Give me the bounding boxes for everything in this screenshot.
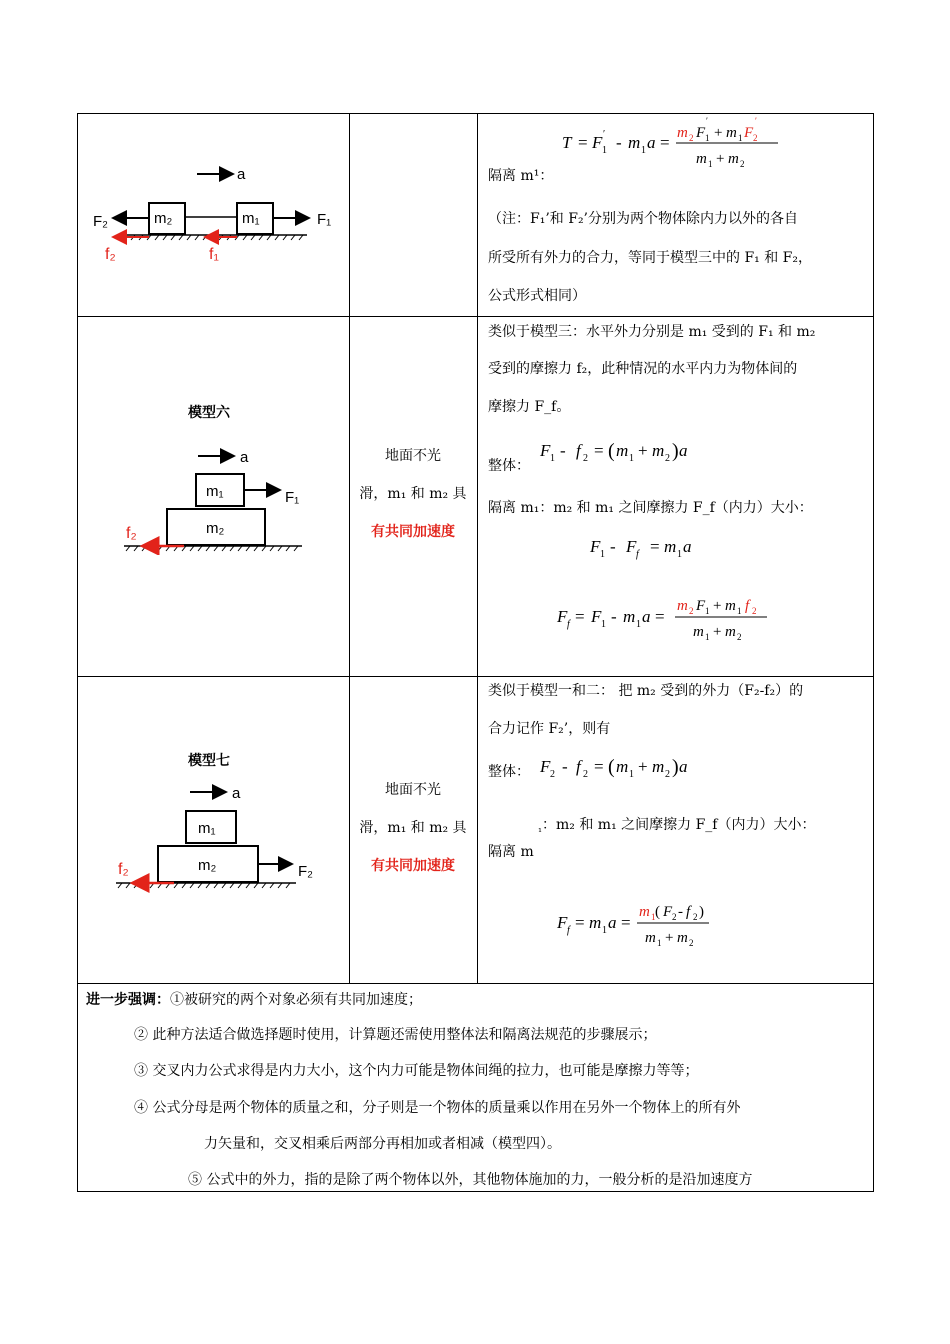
row1-note-line2: 所受所有外力的合力，等同于模型三中的 F₁ 和 F₂， — [488, 250, 813, 266]
model5-diagram — [87, 160, 347, 270]
rule-bottom — [77, 1191, 874, 1192]
svg-text:m: m — [645, 930, 656, 946]
svg-text:f: f — [686, 904, 691, 920]
svg-text:T: T — [562, 133, 572, 152]
svg-text:a: a — [679, 757, 688, 776]
svg-text:f: f — [576, 441, 581, 460]
accel-label: a — [240, 449, 249, 466]
svg-text:m: m — [616, 441, 629, 460]
model7-cond-line1: 地面不光 — [385, 782, 441, 798]
svg-text:F: F — [557, 607, 568, 626]
svg-text:-: - — [610, 537, 616, 556]
rule-left — [77, 113, 78, 1192]
rule-top — [77, 113, 874, 114]
svg-text:2: 2 — [737, 632, 742, 642]
svg-text:-: - — [616, 133, 622, 152]
svg-text:2: 2 — [583, 453, 588, 464]
svg-text:=: = — [575, 607, 585, 626]
svg-text:F: F — [590, 537, 601, 556]
model7-title: 模型七 — [188, 753, 230, 769]
friction-f2-label: f₂ — [126, 525, 137, 542]
model7-isolate-label: 隔离 m — [488, 844, 534, 860]
svg-text:1: 1 — [708, 159, 713, 169]
svg-text:+: + — [638, 441, 648, 460]
svg-text:m: m — [696, 151, 707, 167]
row1-note-line3: 公式形式相同） — [488, 288, 586, 304]
svg-text:m: m — [616, 757, 629, 776]
svg-text:2: 2 — [665, 769, 670, 780]
svg-text:=: = — [594, 441, 604, 460]
model6-text-line3: 摩擦力 F_f。 — [488, 399, 571, 415]
svg-text:): ) — [699, 904, 704, 920]
svg-text:m: m — [725, 624, 736, 640]
model6-whole-eq — [536, 434, 716, 468]
svg-text:m: m — [623, 607, 636, 626]
emphasis-point4b: 力矢量和，交叉相乘后两部分再相加或者相减（模型四）。 — [204, 1136, 561, 1152]
svg-text:2: 2 — [550, 769, 555, 780]
svg-text:2: 2 — [689, 133, 694, 143]
svg-text:2: 2 — [672, 912, 677, 922]
svg-text:(: ( — [655, 904, 660, 920]
svg-text:m: m — [652, 441, 665, 460]
model7-isolate-sub: ₁ — [538, 824, 543, 835]
emphasis-lead: 进一步强调： — [86, 992, 170, 1008]
svg-text:=: = — [621, 913, 631, 932]
model7-isolate-line — [538, 815, 816, 840]
accel-label: a — [237, 166, 246, 183]
svg-text:+: + — [665, 930, 674, 946]
force-F2-label: F₂ — [93, 213, 108, 230]
emphasis-point4a: ④ 公式分母是两个物体的质量之和，分子则是一个物体的质量乘以作用在另外一个物体上的所有外 — [134, 1100, 741, 1116]
svg-text:a: a — [647, 133, 656, 152]
model7-text-line2: 合力记作 F₂’，则有 — [488, 721, 611, 737]
rule-col1 — [349, 113, 350, 984]
svg-text:2: 2 — [689, 938, 694, 948]
rule-col2 — [477, 113, 478, 984]
emphasis-line1 — [86, 990, 422, 1010]
svg-text:1: 1 — [636, 619, 641, 630]
block-m2-label: m₂ — [206, 520, 225, 537]
model6-cond-line2: 滑，m₁ 和 m₂ 具 — [359, 486, 467, 502]
svg-text:f: f — [567, 925, 570, 936]
svg-text:2: 2 — [753, 133, 758, 143]
svg-text:1: 1 — [705, 632, 710, 642]
svg-text:m: m — [677, 598, 688, 614]
model7-whole-label: 整体： — [488, 764, 530, 780]
row1-note-line1 — [488, 209, 798, 229]
svg-text:f: f — [745, 598, 750, 614]
svg-text:+: + — [714, 125, 723, 141]
model6-text-line2: 受到的摩擦力 f₂，此种情况的水平内力为物体间的 — [488, 361, 798, 377]
svg-text:F: F — [592, 133, 603, 152]
svg-text:F: F — [557, 913, 568, 932]
svg-text:m: m — [726, 125, 737, 141]
svg-text:2: 2 — [752, 606, 757, 616]
svg-text:-: - — [560, 441, 566, 460]
svg-text:1: 1 — [705, 606, 710, 616]
svg-text:F: F — [696, 598, 706, 614]
model7-text-line1: 类似于模型一和二： 把 m₂ 受到的外力（F₂-f₂）的 — [488, 683, 804, 699]
model6-eq1 — [586, 530, 726, 562]
svg-text:): ) — [672, 440, 679, 462]
svg-text:2: 2 — [583, 769, 588, 780]
rule-row3 — [77, 983, 874, 984]
svg-text:=: = — [575, 913, 585, 932]
svg-text:F: F — [744, 125, 754, 141]
model7-cond-line2: 滑，m₁ 和 m₂ 具 — [359, 820, 467, 836]
svg-text:m: m — [728, 151, 739, 167]
svg-text:-: - — [562, 757, 568, 776]
svg-text:2: 2 — [740, 159, 745, 169]
block-m1-label: m₁ — [198, 820, 216, 837]
model6-cond-line1: 地面不光 — [385, 448, 441, 464]
svg-text:=: = — [660, 133, 670, 152]
force-F2-label: F₂ — [298, 863, 313, 880]
svg-text:m: m — [693, 624, 704, 640]
svg-text:m: m — [677, 125, 688, 141]
svg-text:m: m — [664, 537, 677, 556]
block-m1-label: m₁ — [206, 483, 224, 500]
svg-text:m: m — [725, 598, 736, 614]
svg-text:a: a — [642, 607, 651, 626]
formula-T — [556, 115, 816, 171]
svg-text:f: f — [567, 619, 570, 630]
svg-text:+: + — [713, 624, 722, 640]
model6-cond-line3: 有共同加速度 — [371, 524, 455, 540]
block-m1-label: m₁ — [242, 210, 260, 227]
svg-text:f: f — [576, 757, 581, 776]
rule-row1 — [77, 316, 874, 317]
svg-text:+: + — [716, 151, 725, 167]
svg-text:1: 1 — [677, 549, 682, 560]
svg-text:m: m — [652, 757, 665, 776]
svg-text:F: F — [696, 125, 706, 141]
svg-text:F: F — [540, 757, 551, 776]
force-F1-label: F₁ — [285, 489, 300, 506]
model7-diagram — [112, 778, 342, 893]
svg-text:F: F — [663, 904, 673, 920]
svg-text:=: = — [578, 133, 588, 152]
rule-right — [873, 113, 874, 1192]
svg-text:+: + — [713, 598, 722, 614]
svg-text:1: 1 — [601, 619, 606, 630]
svg-text:a: a — [679, 441, 688, 460]
svg-text:+: + — [638, 757, 648, 776]
accel-label: a — [232, 785, 241, 802]
model7-whole-eq — [536, 750, 716, 784]
svg-text:2: 2 — [689, 606, 694, 616]
svg-text:2: 2 — [665, 453, 670, 464]
svg-text:1: 1 — [602, 925, 607, 936]
model7-eq — [553, 896, 753, 952]
friction-f1-label: f₁ — [209, 246, 219, 263]
friction-f2-label: f₂ — [118, 861, 129, 878]
model6-isolate-line: 隔离 m₁：m₂ 和 m₁ 之间摩擦力 F_f（内力）大小： — [488, 500, 813, 516]
emphasis-point3: ③ 交叉内力公式求得是内力大小，这个内力可能是物体间绳的拉力，也可能是摩擦力等等； — [134, 1063, 699, 1079]
svg-text:a: a — [683, 537, 692, 556]
svg-text:′: ′ — [603, 129, 606, 140]
svg-text:-: - — [611, 607, 617, 626]
svg-text:m: m — [589, 913, 602, 932]
model6-whole-label: 整体： — [488, 458, 530, 474]
svg-text:=: = — [594, 757, 604, 776]
row1-note-line1-text: （注：F₁’和 F₂’分别为两个物体除内力以外的各自 — [488, 211, 799, 227]
svg-text:1: 1 — [602, 145, 607, 156]
svg-text:1: 1 — [629, 769, 634, 780]
svg-text:a: a — [608, 913, 617, 932]
svg-text:F: F — [540, 441, 551, 460]
svg-text:1: 1 — [641, 145, 646, 156]
model6-text-line1: 类似于模型三：水平外力分别是 m₁ 受到的 F₁ 和 m₂ — [488, 324, 816, 340]
svg-text:2: 2 — [693, 912, 698, 922]
emphasis-point1: ①被研究的两个对象必须有共同加速度； — [170, 992, 422, 1008]
svg-text:F: F — [591, 607, 602, 626]
svg-text:1: 1 — [600, 549, 605, 560]
svg-text:=: = — [650, 537, 660, 556]
svg-text:1: 1 — [738, 133, 743, 143]
block-m2-label: m₂ — [154, 210, 173, 227]
model6-diagram — [112, 440, 342, 555]
model6-eq2 — [553, 590, 793, 646]
svg-text:m: m — [677, 930, 688, 946]
block-m2-label: m₂ — [198, 857, 217, 874]
svg-text:1: 1 — [737, 606, 742, 616]
friction-f2-label: f₂ — [105, 246, 116, 263]
emphasis-point2: ② 此种方法适合做选择题时使用，计算题还需使用整体法和隔离法规范的步骤展示； — [134, 1027, 657, 1043]
force-F1-label: F₁ — [317, 211, 332, 228]
svg-text:F: F — [626, 537, 637, 556]
rule-row2 — [77, 676, 874, 677]
svg-text:1: 1 — [550, 453, 555, 464]
svg-text:-: - — [678, 904, 683, 920]
svg-text:(: ( — [608, 440, 615, 462]
svg-text:1: 1 — [657, 938, 662, 948]
svg-text:=: = — [655, 607, 665, 626]
svg-text:1: 1 — [629, 453, 634, 464]
svg-text:m: m — [628, 133, 641, 152]
svg-text:′: ′ — [706, 116, 708, 126]
svg-text:1: 1 — [705, 133, 710, 143]
emphasis-point5: ⑤ 公式中的外力，指的是除了两个物体以外，其他物体施加的力，一般分析的是沿加速度方 — [188, 1172, 753, 1188]
row1-isolate: 隔离 m¹： — [488, 168, 554, 184]
model7-cond-line3: 有共同加速度 — [371, 858, 455, 874]
svg-text:′: ′ — [755, 116, 757, 126]
svg-text:): ) — [672, 756, 679, 778]
svg-text:(: ( — [608, 756, 615, 778]
model7-isolate-text: ：m₂ 和 m₁ 之间摩擦力 F_f（内力）大小： — [542, 817, 816, 833]
svg-text:f: f — [636, 549, 639, 560]
model6-title: 模型六 — [188, 405, 230, 421]
svg-text:m: m — [639, 904, 650, 920]
svg-text:1: 1 — [651, 912, 656, 922]
